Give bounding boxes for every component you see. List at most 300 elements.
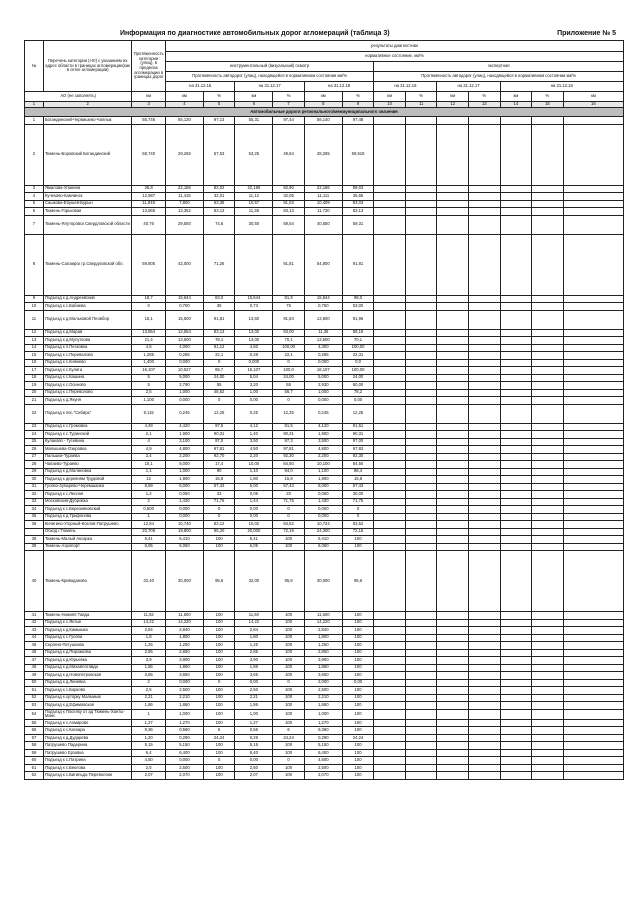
empty-cell	[437, 329, 469, 337]
empty-cell	[469, 461, 501, 469]
row-number: 30	[25, 476, 44, 484]
empty-cell	[405, 727, 437, 735]
value-cell: 100	[342, 757, 374, 765]
value-cell: 0,00	[235, 757, 273, 765]
empty-cell	[374, 352, 406, 360]
value-cell: 4,000	[166, 344, 204, 352]
value-cell: 12,25	[273, 404, 305, 423]
empty-cell	[374, 389, 406, 397]
empty-cell	[405, 551, 437, 612]
row-number: 10	[25, 303, 44, 311]
road-name: Кулаково - Гусевина	[43, 438, 131, 446]
empty-cell	[532, 337, 564, 345]
empty-cell	[532, 642, 564, 650]
row-number: 60	[25, 757, 44, 765]
value-cell: 0,000	[304, 506, 342, 514]
value-cell: 100,00	[342, 367, 374, 375]
value-cell: 17,4	[203, 461, 235, 469]
row-number: 6	[25, 208, 44, 216]
road-length: 32,40	[132, 551, 166, 612]
value-cell: 100	[342, 749, 374, 757]
value-cell: 5,000	[166, 374, 204, 382]
empty-cell	[374, 612, 406, 620]
empty-cell	[532, 757, 564, 765]
empty-cell	[374, 551, 406, 612]
empty-cell	[563, 742, 623, 750]
row-number: 58	[25, 742, 44, 750]
empty-cell	[374, 619, 406, 627]
value-cell: 5,150	[166, 742, 204, 750]
value-cell: 4,500	[304, 757, 342, 765]
empty-cell	[532, 468, 564, 476]
road-length: 2,5	[132, 389, 166, 397]
value-cell: 2,840	[166, 627, 204, 635]
value-cell: 11,60	[235, 612, 273, 620]
value-cell: 13,500	[166, 337, 204, 345]
header-km: км	[235, 92, 273, 102]
row-number: 56	[25, 727, 44, 735]
value-cell: 0,00	[235, 513, 273, 521]
value-cell: 54,800	[304, 234, 342, 295]
value-cell: 11,730	[304, 208, 342, 216]
empty-cell	[405, 438, 437, 446]
empty-cell	[469, 344, 501, 352]
column-number: 9	[342, 102, 374, 108]
empty-cell	[405, 772, 437, 780]
value-cell: 55,31	[235, 117, 273, 125]
road-name: Тюмень-Боровский Богандинский	[43, 124, 131, 185]
value-cell: 1,000	[166, 468, 204, 476]
empty-cell	[437, 772, 469, 780]
table-row	[25, 208, 624, 216]
row-number: 29	[25, 468, 44, 476]
empty-cell	[405, 619, 437, 627]
empty-cell	[437, 642, 469, 650]
road-length: 9,115	[132, 404, 166, 423]
road-length: 14,22	[132, 619, 166, 627]
empty-cell	[405, 389, 437, 397]
empty-cell	[437, 672, 469, 680]
empty-cell	[469, 337, 501, 345]
empty-cell	[563, 359, 623, 367]
empty-cell	[374, 397, 406, 405]
value-cell: 5,150	[304, 742, 342, 750]
table-body	[25, 102, 624, 780]
empty-cell	[532, 619, 564, 627]
row-number: 17	[25, 367, 44, 375]
empty-cell	[405, 742, 437, 750]
value-cell: 4,800	[304, 446, 342, 454]
empty-cell	[437, 543, 469, 551]
empty-cell	[469, 117, 501, 125]
value-cell: 0,000	[166, 506, 204, 514]
road-length: 5	[132, 374, 166, 382]
value-cell: 24,24	[203, 734, 235, 742]
empty-cell	[500, 468, 532, 476]
value-cell: 0,000	[166, 397, 204, 405]
empty-cell	[532, 461, 564, 469]
value-cell: 6	[203, 727, 235, 735]
table-row	[25, 672, 624, 680]
empty-cell	[437, 742, 469, 750]
empty-cell	[374, 367, 406, 375]
empty-cell	[374, 506, 406, 514]
value-cell: 100	[203, 764, 235, 772]
empty-cell	[405, 749, 437, 757]
value-cell: 14,220	[304, 619, 342, 627]
empty-cell	[500, 642, 532, 650]
value-cell: 59,31	[342, 215, 374, 234]
empty-cell	[374, 124, 406, 185]
empty-cell	[532, 453, 564, 461]
table-row	[25, 657, 624, 665]
empty-cell	[563, 453, 623, 461]
empty-cell	[469, 551, 501, 612]
road-name: Подъезд к д.Новопетровская	[43, 672, 131, 680]
road-name: Обход г.Тюмень	[43, 528, 131, 536]
value-cell: 14,220	[166, 619, 204, 627]
empty-cell	[405, 453, 437, 461]
value-cell: 95,6	[203, 551, 235, 612]
empty-cell	[532, 483, 564, 491]
value-cell: 84,52	[273, 521, 305, 529]
value-cell: 0	[203, 397, 235, 405]
value-cell: 100	[342, 612, 374, 620]
empty-cell	[532, 727, 564, 735]
column-number: 2	[43, 102, 131, 108]
row-number: 33	[25, 498, 44, 506]
empty-cell	[469, 764, 501, 772]
road-length: 12,84	[132, 521, 166, 529]
value-cell: 1,25	[235, 642, 273, 650]
empty-cell	[405, 634, 437, 642]
empty-cell	[563, 337, 623, 345]
value-cell: 100	[203, 749, 235, 757]
empty-cell	[405, 702, 437, 710]
value-cell: 82,02	[203, 185, 235, 193]
value-cell: 10,57	[235, 200, 273, 208]
empty-cell	[532, 329, 564, 337]
empty-cell	[437, 389, 469, 397]
road-name: Патрушево Падерина	[43, 742, 131, 750]
empty-cell	[405, 185, 437, 193]
road-length: 59,805	[132, 234, 166, 295]
empty-cell	[500, 200, 532, 208]
value-cell: 0,0	[342, 359, 374, 367]
empty-cell	[374, 521, 406, 529]
value-cell: 0	[273, 513, 305, 521]
value-cell: 65,7	[203, 367, 235, 375]
value-cell: 100	[203, 664, 235, 672]
empty-cell	[437, 612, 469, 620]
empty-cell	[500, 664, 532, 672]
value-cell: 5,410	[166, 536, 204, 544]
empty-cell	[469, 124, 501, 185]
empty-cell	[405, 521, 437, 529]
table-row	[25, 757, 624, 765]
road-length: 11,62	[132, 612, 166, 620]
value-cell: 97,44	[273, 117, 305, 125]
value-cell: 100	[342, 543, 374, 551]
table-row	[25, 117, 624, 125]
empty-cell	[469, 672, 501, 680]
empty-cell	[437, 727, 469, 735]
diagnostics-table-wrap	[24, 40, 624, 900]
empty-cell	[469, 491, 501, 499]
road-length: 1,400	[132, 359, 166, 367]
empty-cell	[500, 337, 532, 345]
empty-cell	[469, 397, 501, 405]
value-cell: 29,550	[166, 215, 204, 234]
road-name: Подъезд к д.Малиновка	[43, 468, 131, 476]
value-cell: 2,930	[304, 382, 342, 390]
road-name: Патрушево Ерзовка	[43, 749, 131, 757]
value-cell: 40,550	[304, 215, 342, 234]
empty-cell	[469, 634, 501, 642]
empty-cell	[405, 657, 437, 665]
diagnostics-table	[24, 40, 624, 780]
road-length: 5	[132, 382, 166, 390]
value-cell: 0	[273, 359, 305, 367]
value-cell: 2,000	[304, 679, 342, 687]
empty-cell	[500, 483, 532, 491]
value-cell: 100	[273, 772, 305, 780]
empty-cell	[374, 453, 406, 461]
value-cell: 2,070	[304, 772, 342, 780]
empty-cell	[500, 749, 532, 757]
empty-cell	[405, 367, 437, 375]
road-length: 1,8	[132, 634, 166, 642]
table-row	[25, 749, 624, 757]
road-name: Подъезд к с.Березняковский	[43, 506, 131, 514]
value-cell: 94,0	[273, 468, 305, 476]
value-cell: 0,25	[235, 404, 273, 423]
value-cell: 90,31	[342, 431, 374, 439]
value-cell: 100	[342, 619, 374, 627]
table-row	[25, 513, 624, 521]
empty-cell	[405, 234, 437, 295]
value-cell: 100	[342, 664, 374, 672]
empty-cell	[532, 208, 564, 216]
empty-cell	[500, 506, 532, 514]
empty-cell	[405, 352, 437, 360]
empty-cell	[469, 612, 501, 620]
value-cell: 71,75	[342, 498, 374, 506]
header-unit-label: АО (не заполнять)	[25, 92, 132, 102]
road-name: Подъезд к с.Каскара	[43, 727, 131, 735]
empty-cell	[563, 389, 623, 397]
table-row	[25, 344, 624, 352]
value-cell: 4,12	[235, 423, 273, 431]
value-cell: 13,60	[235, 310, 273, 329]
empty-cell	[437, 352, 469, 360]
road-length: 2,4	[132, 453, 166, 461]
value-cell: 0	[273, 757, 305, 765]
empty-cell	[405, 295, 437, 303]
header-results: результаты диагностики	[166, 41, 624, 52]
empty-cell	[469, 483, 501, 491]
table-row	[25, 468, 624, 476]
road-name: Тюмень-Горьковая	[43, 208, 131, 216]
value-cell: 100	[342, 772, 374, 780]
value-cell: 0,00	[235, 506, 273, 514]
table-row	[25, 612, 624, 620]
value-cell: 13,00	[235, 337, 273, 345]
value-cell: 0,000	[304, 397, 342, 405]
road-length: 1	[132, 513, 166, 521]
empty-cell	[500, 310, 532, 329]
empty-cell	[437, 764, 469, 772]
empty-cell	[405, 528, 437, 536]
empty-cell	[500, 612, 532, 620]
empty-cell	[532, 303, 564, 311]
value-cell: 100,00	[273, 344, 305, 352]
value-cell: 100	[273, 694, 305, 702]
empty-cell	[437, 657, 469, 665]
table-row	[25, 498, 624, 506]
empty-cell	[469, 702, 501, 710]
row-number: 8	[25, 234, 44, 295]
value-cell: 100	[273, 612, 305, 620]
empty-cell	[563, 215, 623, 234]
table-row	[25, 634, 624, 642]
empty-cell	[374, 310, 406, 329]
empty-cell	[500, 382, 532, 390]
empty-cell	[563, 404, 623, 423]
value-cell: 100,00	[342, 344, 374, 352]
header-norm: нормативное состояние, км/%	[166, 52, 624, 62]
row-number: 48	[25, 664, 44, 672]
empty-cell	[532, 657, 564, 665]
empty-cell	[374, 208, 406, 216]
value-cell: 2,210	[166, 694, 204, 702]
value-cell: 100	[273, 702, 305, 710]
empty-cell	[374, 337, 406, 345]
column-number: 3	[132, 102, 166, 108]
value-cell: 0,700	[166, 303, 204, 311]
road-name: Тюмень-Салаирск гр.Свердловской обл.	[43, 234, 131, 295]
empty-cell	[374, 679, 406, 687]
value-cell: 88,19	[342, 329, 374, 337]
empty-cell	[469, 303, 501, 311]
value-cell: 0,00	[342, 679, 374, 687]
empty-cell	[374, 476, 406, 484]
road-name: Подъезд к д.Трифонова	[43, 513, 131, 521]
value-cell: 1,27	[235, 719, 273, 727]
empty-cell	[500, 513, 532, 521]
value-cell: 83,00	[273, 329, 305, 337]
empty-cell	[374, 359, 406, 367]
value-cell: 29,265	[166, 124, 204, 185]
empty-cell	[374, 498, 406, 506]
row-number: 9	[25, 295, 44, 303]
empty-cell	[532, 749, 564, 757]
value-cell: 71,75	[273, 498, 305, 506]
value-cell: 0,560	[166, 727, 204, 735]
empty-cell	[469, 742, 501, 750]
empty-cell	[563, 634, 623, 642]
header-instr: инструментальный (визуальный) осмотр	[166, 62, 374, 72]
empty-cell	[563, 193, 623, 201]
value-cell: 5,00	[235, 483, 273, 491]
value-cell: 72,16	[342, 528, 374, 536]
value-cell: 1,00	[235, 709, 273, 719]
empty-cell	[374, 423, 406, 431]
empty-cell	[563, 664, 623, 672]
road-length: 21,4	[132, 337, 166, 345]
value-cell: 60,00	[342, 382, 374, 390]
value-cell: 10,724	[304, 521, 342, 529]
value-cell: 100	[342, 742, 374, 750]
value-cell: 100	[273, 627, 305, 635]
empty-cell	[532, 612, 564, 620]
value-cell: 100	[342, 672, 374, 680]
empty-cell	[374, 468, 406, 476]
value-cell: 1,800	[304, 634, 342, 642]
value-cell: 0,00	[342, 397, 374, 405]
row-number: 35	[25, 513, 44, 521]
value-cell: 6,05	[235, 543, 273, 551]
empty-cell	[469, 709, 501, 719]
empty-cell	[405, 764, 437, 772]
road-length: 13,854	[132, 329, 166, 337]
value-cell: 0,000	[235, 359, 273, 367]
empty-cell	[437, 634, 469, 642]
empty-cell	[374, 491, 406, 499]
value-cell: 6	[273, 727, 305, 735]
value-cell: 83,0	[203, 295, 235, 303]
value-cell: 91,03	[273, 200, 305, 208]
empty-cell	[405, 337, 437, 345]
value-cell: 1,860	[166, 664, 204, 672]
row-number: 5	[25, 200, 44, 208]
row-number: 51	[25, 687, 44, 695]
empty-cell	[532, 687, 564, 695]
empty-cell	[469, 627, 501, 635]
value-cell: 100	[203, 672, 235, 680]
empty-cell	[374, 634, 406, 642]
value-cell: 0,56	[235, 727, 273, 735]
road-name: Тюмень-Малый Аксарка	[43, 536, 131, 544]
empty-cell	[437, 193, 469, 201]
value-cell: 92,70	[203, 453, 235, 461]
empty-cell	[532, 344, 564, 352]
road-name: Подъезд к с.Янтык	[43, 619, 131, 627]
row-number: 40	[25, 551, 44, 612]
empty-cell	[374, 694, 406, 702]
value-cell: 71,75	[203, 498, 235, 506]
empty-cell	[500, 234, 532, 295]
value-cell: 3,900	[166, 657, 204, 665]
value-cell: 0,000	[166, 513, 204, 521]
empty-cell	[374, 649, 406, 657]
empty-cell	[469, 543, 501, 551]
empty-cell	[563, 491, 623, 499]
road-name: Подъезд к д.Мулуткова	[43, 337, 131, 345]
row-number: 22	[25, 404, 44, 423]
table-row	[25, 389, 624, 397]
value-cell: 24,300	[304, 528, 342, 536]
value-cell: 6,400	[304, 749, 342, 757]
row-number: 44	[25, 634, 44, 642]
header-length: Протяженность категории (улиц), в пределах агломерации в границах дорог	[132, 41, 166, 92]
road-length: 26,8	[132, 185, 166, 193]
road-length: 20,709	[132, 528, 166, 536]
value-cell: 3,65	[235, 672, 273, 680]
empty-cell	[500, 453, 532, 461]
empty-cell	[405, 215, 437, 234]
value-cell: 100	[203, 772, 235, 780]
